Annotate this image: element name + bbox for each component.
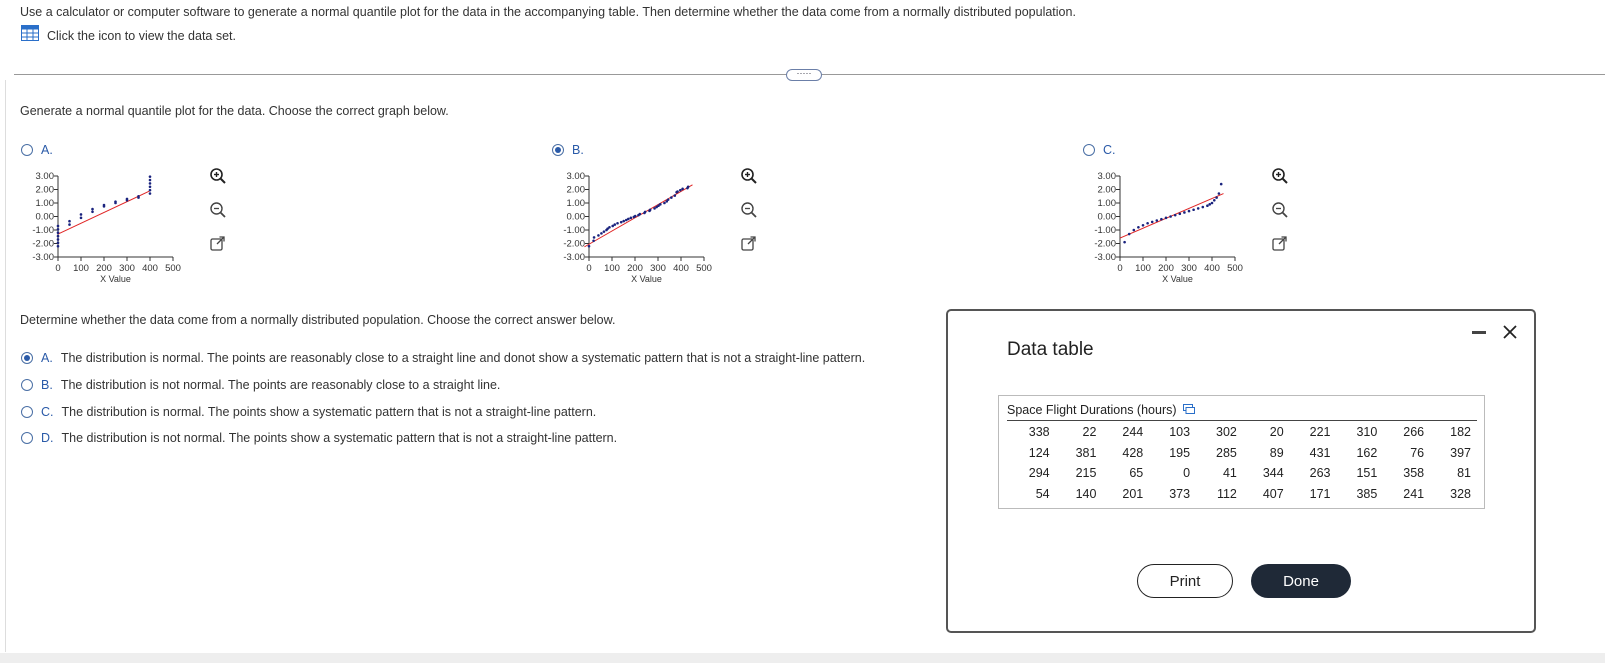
- y-tick-label: -1.00: [563, 225, 585, 236]
- x-tick-label: 400: [142, 263, 158, 274]
- data-point: [592, 240, 595, 243]
- data-point: [103, 204, 106, 207]
- normality-prompt: Determine whether the data come from a normally distributed population. Choose the correct answer below.: [20, 313, 616, 327]
- data-point: [1208, 203, 1211, 206]
- table-cell: 112: [1216, 486, 1237, 501]
- data-point: [608, 226, 611, 229]
- data-point: [57, 231, 60, 234]
- data-point: [679, 189, 682, 192]
- data-point: [149, 186, 152, 189]
- zoom-in-icon[interactable]: [1271, 167, 1289, 185]
- open-external-icon[interactable]: [740, 235, 758, 253]
- graph-prompt: Generate a normal quantile plot for the data. Choose the correct graph below.: [20, 104, 449, 118]
- open-external-icon[interactable]: [1271, 235, 1289, 253]
- y-tick-label: 0.00: [35, 211, 54, 223]
- dialog-title: Data table: [1007, 339, 1094, 360]
- answer-option-c[interactable]: [21, 405, 596, 419]
- x-tick-label: 500: [165, 263, 181, 274]
- data-point: [126, 198, 129, 201]
- data-point: [57, 228, 60, 231]
- table-cell: 103: [1169, 425, 1191, 440]
- table-cell: 263: [1309, 466, 1331, 481]
- x-tick-label: 500: [696, 263, 712, 274]
- zoom-out-icon[interactable]: [740, 201, 758, 219]
- option-letter: D.: [41, 431, 54, 445]
- option-letter: B.: [572, 143, 584, 157]
- data-point: [1174, 214, 1177, 217]
- y-tick-label: 3.00: [566, 171, 585, 182]
- x-axis-label: X Value: [100, 274, 131, 284]
- table-cell: 431: [1309, 445, 1331, 460]
- table-cell: 344: [1262, 466, 1284, 481]
- y-tick-label: 1.00: [1097, 198, 1116, 209]
- zoom-out-icon[interactable]: [209, 201, 227, 219]
- data-point: [1220, 183, 1223, 186]
- data-point: [593, 236, 596, 239]
- data-point: [1188, 210, 1191, 213]
- data-point: [1165, 217, 1168, 220]
- data-point: [644, 211, 647, 214]
- table-cell: 244: [1122, 425, 1144, 440]
- option-text: The distribution is not normal. The points are reasonably close to a straight line.: [60, 378, 501, 392]
- data-point: [616, 222, 619, 225]
- data-point: [676, 190, 679, 193]
- y-tick-label: 2.00: [1097, 184, 1116, 196]
- data-point: [80, 213, 83, 216]
- y-tick-label: -2.00: [32, 238, 54, 250]
- table-cell: 328: [1450, 486, 1471, 501]
- expand-button[interactable]: ·····: [786, 69, 822, 81]
- x-tick-label: 200: [627, 263, 643, 274]
- data-point: [1211, 202, 1214, 205]
- data-point: [613, 223, 616, 226]
- table-cell: 302: [1216, 425, 1237, 440]
- fit-line: [58, 191, 150, 234]
- table-cell: 358: [1403, 466, 1425, 481]
- table-cell: 65: [1129, 466, 1144, 481]
- data-point: [1146, 222, 1149, 225]
- table-cell: 428: [1122, 445, 1144, 460]
- data-point: [57, 238, 60, 241]
- table-cell: 241: [1403, 486, 1425, 501]
- option-letter: B.: [41, 378, 53, 392]
- table-rule: [1007, 420, 1477, 421]
- table-cell: 162: [1356, 445, 1378, 460]
- y-tick-label: -1.00: [1094, 225, 1116, 236]
- option-letter: C.: [41, 405, 54, 419]
- answer-option-b[interactable]: [21, 378, 500, 392]
- x-tick-label: 400: [1204, 263, 1220, 274]
- table-cell: 41: [1222, 466, 1237, 481]
- y-tick-label: -3.00: [1094, 252, 1116, 263]
- data-point: [1192, 208, 1195, 211]
- y-tick-label: -3.00: [563, 252, 585, 263]
- zoom-out-icon[interactable]: [1271, 201, 1289, 219]
- table-cell: 215: [1075, 466, 1097, 481]
- y-tick-label: 0.00: [566, 211, 585, 223]
- table-cell: 124: [1028, 445, 1050, 460]
- data-point: [639, 213, 642, 216]
- table-cell: 89: [1269, 445, 1284, 460]
- data-point: [1128, 233, 1131, 236]
- radio-b[interactable]: [552, 144, 564, 156]
- data-point: [1156, 219, 1159, 222]
- graph-a-tools: [209, 167, 227, 253]
- table-cell: 266: [1403, 425, 1425, 440]
- y-tick-label: 2.00: [566, 184, 585, 196]
- data-point: [1218, 192, 1221, 195]
- data-link[interactable]: [21, 25, 236, 46]
- x-tick-label: 500: [1227, 263, 1243, 274]
- radio-answer-c[interactable]: [21, 406, 33, 418]
- data-point: [68, 223, 71, 226]
- data-link-label[interactable]: Click the icon to view the data set.: [47, 28, 236, 43]
- x-tick-label: 100: [73, 263, 89, 274]
- data-point: [149, 192, 152, 195]
- data-point: [1151, 221, 1154, 224]
- data-table-panel: [998, 395, 1485, 509]
- print-button[interactable]: Print: [1137, 564, 1233, 598]
- table-cell: 182: [1450, 425, 1471, 440]
- content-border: [5, 80, 6, 652]
- y-tick-label: -1.00: [32, 225, 54, 236]
- option-text: The distribution is normal. The points are reasonably close to a straight line and donot show a systematic pattern that is not a straight-line pattern.: [60, 351, 866, 365]
- table-icon[interactable]: [21, 25, 39, 46]
- data-table: [1013, 422, 1471, 504]
- data-point: [149, 189, 152, 192]
- y-tick-label: 2.00: [35, 184, 54, 196]
- data-point: [667, 198, 670, 201]
- data-point: [670, 196, 673, 199]
- x-tick-label: 0: [1117, 263, 1123, 274]
- table-cell: 0: [1183, 466, 1191, 481]
- done-button[interactable]: Done: [1251, 564, 1351, 598]
- table-cell: 373: [1169, 486, 1191, 501]
- data-point: [1215, 196, 1218, 199]
- radio-a[interactable]: [21, 144, 33, 156]
- y-tick-label: 0.00: [1097, 211, 1116, 223]
- data-point: [1183, 211, 1186, 214]
- data-point: [149, 175, 152, 178]
- data-point: [1202, 206, 1205, 209]
- zoom-in-icon[interactable]: [740, 167, 758, 185]
- data-point: [600, 232, 603, 235]
- data-point: [57, 225, 60, 228]
- data-point: [1123, 241, 1126, 244]
- table-caption: [1007, 403, 1195, 417]
- answer-option-a[interactable]: [21, 351, 865, 365]
- table-cell: 294: [1028, 466, 1050, 481]
- data-point: [1169, 215, 1172, 218]
- table-title: Space Flight Durations (hours): [1007, 403, 1177, 417]
- option-letter: A.: [41, 143, 53, 157]
- option-letter: C.: [1103, 143, 1116, 157]
- data-point: [91, 210, 94, 213]
- table-cell: 201: [1122, 486, 1144, 501]
- graph-option-b[interactable]: [552, 143, 584, 157]
- data-point: [1197, 207, 1200, 210]
- x-axis-label: X Value: [631, 274, 662, 284]
- table-row: [1013, 463, 1471, 484]
- table-cell: 381: [1075, 445, 1097, 460]
- graph-option-a[interactable]: [21, 143, 53, 157]
- x-tick-label: 100: [604, 263, 620, 274]
- data-point: [597, 234, 600, 237]
- graph-option-c[interactable]: [1083, 143, 1116, 157]
- data-point: [588, 245, 591, 248]
- table-row: [1013, 422, 1471, 443]
- x-tick-label: 0: [55, 263, 61, 274]
- x-axis-label: X Value: [1162, 274, 1193, 284]
- copy-icon[interactable]: [1183, 403, 1195, 417]
- data-point: [1137, 226, 1140, 229]
- radio-answer-a[interactable]: [21, 352, 33, 364]
- data-point: [68, 220, 71, 223]
- graph-c-tools: [1271, 167, 1289, 253]
- table-cell: 171: [1309, 486, 1331, 501]
- table-cell: 285: [1216, 445, 1237, 460]
- graph-a: [18, 168, 208, 290]
- bottom-bar: [0, 653, 1605, 663]
- table-row: [1013, 443, 1471, 464]
- data-point: [630, 217, 633, 220]
- table-cell: 338: [1028, 425, 1050, 440]
- x-tick-label: 300: [1181, 263, 1197, 274]
- x-tick-label: 300: [650, 263, 666, 274]
- y-tick-label: -2.00: [1094, 238, 1116, 250]
- radio-c[interactable]: [1083, 144, 1095, 156]
- data-point: [603, 230, 606, 233]
- data-point: [1133, 229, 1136, 232]
- answer-option-d[interactable]: [21, 431, 617, 445]
- open-external-icon[interactable]: [209, 235, 227, 253]
- table-cell: 76: [1410, 445, 1425, 460]
- table-cell: 310: [1356, 425, 1378, 440]
- data-point: [1179, 213, 1182, 216]
- radio-answer-d[interactable]: [21, 432, 33, 444]
- table-cell: 221: [1309, 425, 1331, 440]
- data-point: [80, 217, 83, 220]
- data-point: [634, 215, 637, 218]
- data-point: [673, 194, 676, 197]
- table-cell: 385: [1356, 486, 1378, 501]
- y-tick-label: 3.00: [35, 171, 54, 182]
- graph-b: [549, 168, 739, 290]
- fit-line: [1120, 194, 1224, 239]
- data-point: [681, 188, 684, 191]
- data-point: [57, 235, 60, 238]
- data-point: [137, 195, 140, 198]
- y-tick-label: -3.00: [32, 252, 54, 263]
- data-point: [1142, 224, 1145, 227]
- table-cell: 151: [1356, 466, 1378, 481]
- option-text: The distribution is not normal. The points show a systematic pattern that is not a straight-line pattern.: [61, 431, 618, 445]
- y-tick-label: 1.00: [35, 198, 54, 209]
- table-cell: 195: [1169, 445, 1191, 460]
- zoom-in-icon[interactable]: [209, 167, 227, 185]
- data-point: [649, 208, 652, 211]
- table-cell: 407: [1262, 486, 1284, 501]
- data-point: [57, 245, 60, 248]
- table-row: [1013, 484, 1471, 505]
- table-cell: 20: [1269, 425, 1284, 440]
- x-tick-label: 300: [119, 263, 135, 274]
- table-cell: 397: [1450, 445, 1471, 460]
- data-point: [1213, 199, 1216, 202]
- y-tick-label: 1.00: [566, 198, 585, 209]
- y-tick-label: 3.00: [1097, 171, 1116, 182]
- data-point: [622, 220, 625, 223]
- graph-b-tools: [740, 167, 758, 253]
- table-cell: 140: [1075, 486, 1097, 501]
- data-point: [627, 218, 630, 221]
- data-point: [620, 221, 623, 224]
- question-text: Use a calculator or computer software to generate a normal quantile plot for the data in the accompanying table. Then determine whether the data come from a normally distributed population.: [20, 5, 1076, 19]
- data-point: [149, 182, 152, 185]
- y-tick-label: -2.00: [563, 238, 585, 250]
- x-tick-label: 200: [96, 263, 112, 274]
- option-text: The distribution is normal. The points show a systematic pattern that is not a straight-line pattern.: [61, 405, 597, 419]
- table-cell: 81: [1457, 466, 1471, 481]
- data-point: [687, 186, 690, 189]
- graph-c: [1080, 168, 1270, 290]
- x-tick-label: 100: [1135, 263, 1151, 274]
- radio-answer-b[interactable]: [21, 379, 33, 391]
- data-point: [149, 179, 152, 182]
- option-letter: A.: [41, 351, 53, 365]
- x-tick-label: 0: [586, 263, 592, 274]
- x-tick-label: 400: [673, 263, 689, 274]
- x-tick-label: 200: [1158, 263, 1174, 274]
- data-point: [1206, 204, 1209, 207]
- table-cell: 54: [1035, 486, 1050, 501]
- data-point: [114, 200, 117, 203]
- data-point: [57, 242, 60, 245]
- data-point: [663, 202, 666, 205]
- data-point: [1160, 218, 1163, 221]
- data-table-dialog: [946, 309, 1536, 633]
- table-cell: 22: [1082, 425, 1097, 440]
- data-point: [659, 203, 662, 206]
- minimize-icon[interactable]: [1472, 331, 1486, 334]
- close-icon[interactable]: [1502, 324, 1518, 345]
- data-point: [91, 208, 94, 211]
